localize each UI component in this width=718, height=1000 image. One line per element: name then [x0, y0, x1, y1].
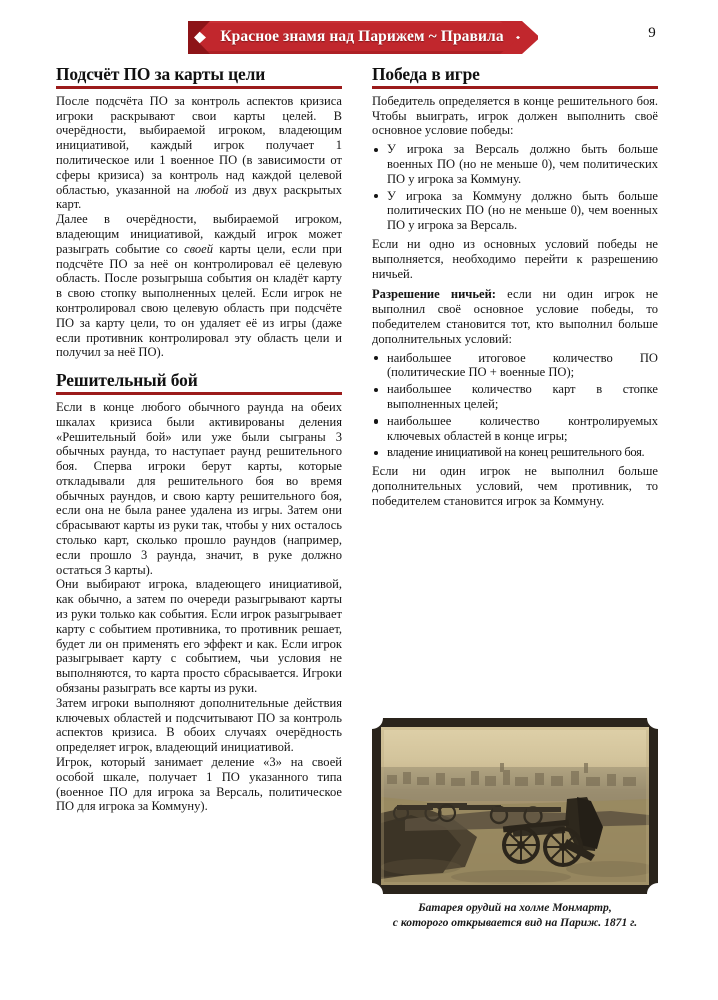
section-rule-scoring [56, 86, 342, 89]
list-tiebreak-conditions [372, 351, 658, 461]
title-banner [186, 20, 538, 54]
figure-montmartre [372, 718, 658, 930]
paragraph-victory-after-conditions: Если ни одно из основных условий победы не выполняется, необходимо перейти к разрешению ничьей. [372, 236, 658, 281]
frame-corner-top-right [647, 707, 669, 729]
section-scoring-objective-cards [56, 64, 342, 360]
figure-caption [372, 901, 658, 930]
list-main-victory-conditions [372, 142, 658, 233]
paragraph-scoring-2 [56, 212, 342, 360]
paragraph-decisive-3: Затем игроки выполняют дополнительные действия ключевых областей и подсчитывают ПО за контроль аспектов кризиса. В обоих случаях очерёдность определяет игрок, владеющий инициативой. [56, 695, 342, 755]
paragraph-decisive-1: Если в конце любого обычного раунда на обеих шкалах кризиса были активированы деления «Решительный бой» или уже были сыграны 3 обычных раунда, то наступает раунд решительного боя. Сперва игроки берут карты, которые откладывали для решительного боя во время обычных раундов, и свою карту решительного боя, если она не была ранее удалена из игры. Затем они сбрасывают карты из руки так, чтобы у них осталось столько карт, сколько прошло раундов (например, если прошло 3 раунда, значит, в руке должно остаться 3 карты). [56, 399, 342, 577]
frame-corner-bottom-right [647, 883, 669, 905]
left-column [56, 64, 342, 824]
frame-corner-bottom-left [361, 883, 383, 905]
figure-caption-line-2: с которого открывается вид на Париж. 1871 г. [392, 915, 638, 929]
photo-frame [372, 718, 658, 894]
section-rule-victory [372, 86, 658, 89]
section-decisive-battle [56, 370, 342, 814]
paragraph-scoring-1-italic: любой [195, 182, 229, 197]
section-title-scoring: Подсчёт ПО за карты цели [56, 64, 266, 84]
right-column [372, 64, 658, 519]
tiebreak-label: Разрешение ничьей: [372, 287, 496, 302]
list-item: У игрока за Версаль должно быть больше военных ПО (но не меньше 0), чем политических ПО у игрока за Коммуну. [372, 142, 658, 186]
photo-illustration [381, 727, 649, 885]
list-item: владение инициативой на конец решительного боя. [372, 445, 658, 460]
list-item: У игрока за Коммуну должно быть больше политических ПО (но не меньше 0), чем военных ПО у игрока за Версаль. [372, 189, 658, 233]
paragraph-tiebreak [372, 287, 658, 346]
page-header [0, 0, 718, 62]
figure-caption-line-1: Батарея орудий на холме Монмартр, [418, 901, 612, 914]
paragraph-scoring-2-italic: своей [184, 241, 214, 256]
paragraph-victory-intro: Победитель определяется в конце решительного боя. Чтобы выиграть, игрок должен выполнить своё основное условие победы: [372, 93, 658, 138]
tiebreak-text: если ни один игрок не выполнил своё основное условие победы, то победителем становится тот, кто выполнил больше дополнительных условий: [372, 287, 658, 346]
banner-title-text: Красное знамя над Парижем ~ Правила [220, 28, 504, 45]
paragraph-scoring-1-part-b: из двух раскрытых карт. [56, 182, 342, 212]
paragraph-victory-closing: Если ни один игрок не выполнил больше дополнительных условий, чем противник, то победителем становится игрок за Коммуну. [372, 464, 658, 508]
list-item: наибольшее количество контролируемых ключевых областей в конце игры; [372, 414, 658, 444]
section-title-victory: Победа в игре [372, 64, 480, 84]
paragraph-scoring-1 [56, 94, 342, 212]
section-victory [372, 64, 658, 509]
photo-montmartre-cannon-battery-image [381, 727, 649, 885]
list-item: наибольшее итоговое количество ПО (политические ПО + военные ПО); [372, 351, 658, 381]
paragraph-decisive-4: Игрок, который занимает деление «3» на своей особой шкале, получает 1 ПО указанного типа (военное ПО для игрока за Версаль, политическое ПО для игрока за Коммуну). [56, 755, 342, 814]
paragraph-decisive-2: Они выбирают игрока, владеющего инициативой, как обычно, а затем по очереди разыгрывают карты из руки только как события. Если игрок разыгрывает карту с событием противника, то противник решает, будет ли он применять его эффект и как. Если игрок разыгрывает карту с событием, чьи условия не выполняются, то карта просто сбрасывается. Игроки обязаны разыграть все карты из руки. [56, 577, 342, 696]
paragraph-scoring-1-part-a: После подсчёта ПО за контроль аспектов кризиса игроки раскрывают свои карты целей. В очерёдности, выбираемой игроком, владеющим инициативой, каждый игрок получает 1 политическое или 1 военное ПО (в зависимости от сферы кризиса) за контроль над каждой целевой областью, указанной на [56, 93, 342, 197]
frame-corner-top-left [361, 707, 383, 729]
page-number: 9 [648, 25, 656, 41]
section-title-decisive-battle: Решительный бой [56, 370, 198, 391]
section-rule-decisive-battle [56, 392, 342, 395]
paragraph-scoring-2-part-b: карты цели, если при подсчёте ПО за неё он контролировал её целевую область. После розыгрыша события он кладёт карту в свою стопку выполненных целей. Если игрок не контролировал свою целевую область при подсчёте ПО за карту цели, то он удаляет её из игры (даже если противник контролировал эту область цели и получил за неё ПО). [56, 241, 342, 360]
paragraph-scoring-2-part-a: Далее в очерёдности, выбираемой игроком, владеющим инициативой, каждый игрок может разыграть событие со [56, 212, 342, 256]
list-item: наибольшее количество карт в стопке выполненных целей; [372, 382, 658, 412]
